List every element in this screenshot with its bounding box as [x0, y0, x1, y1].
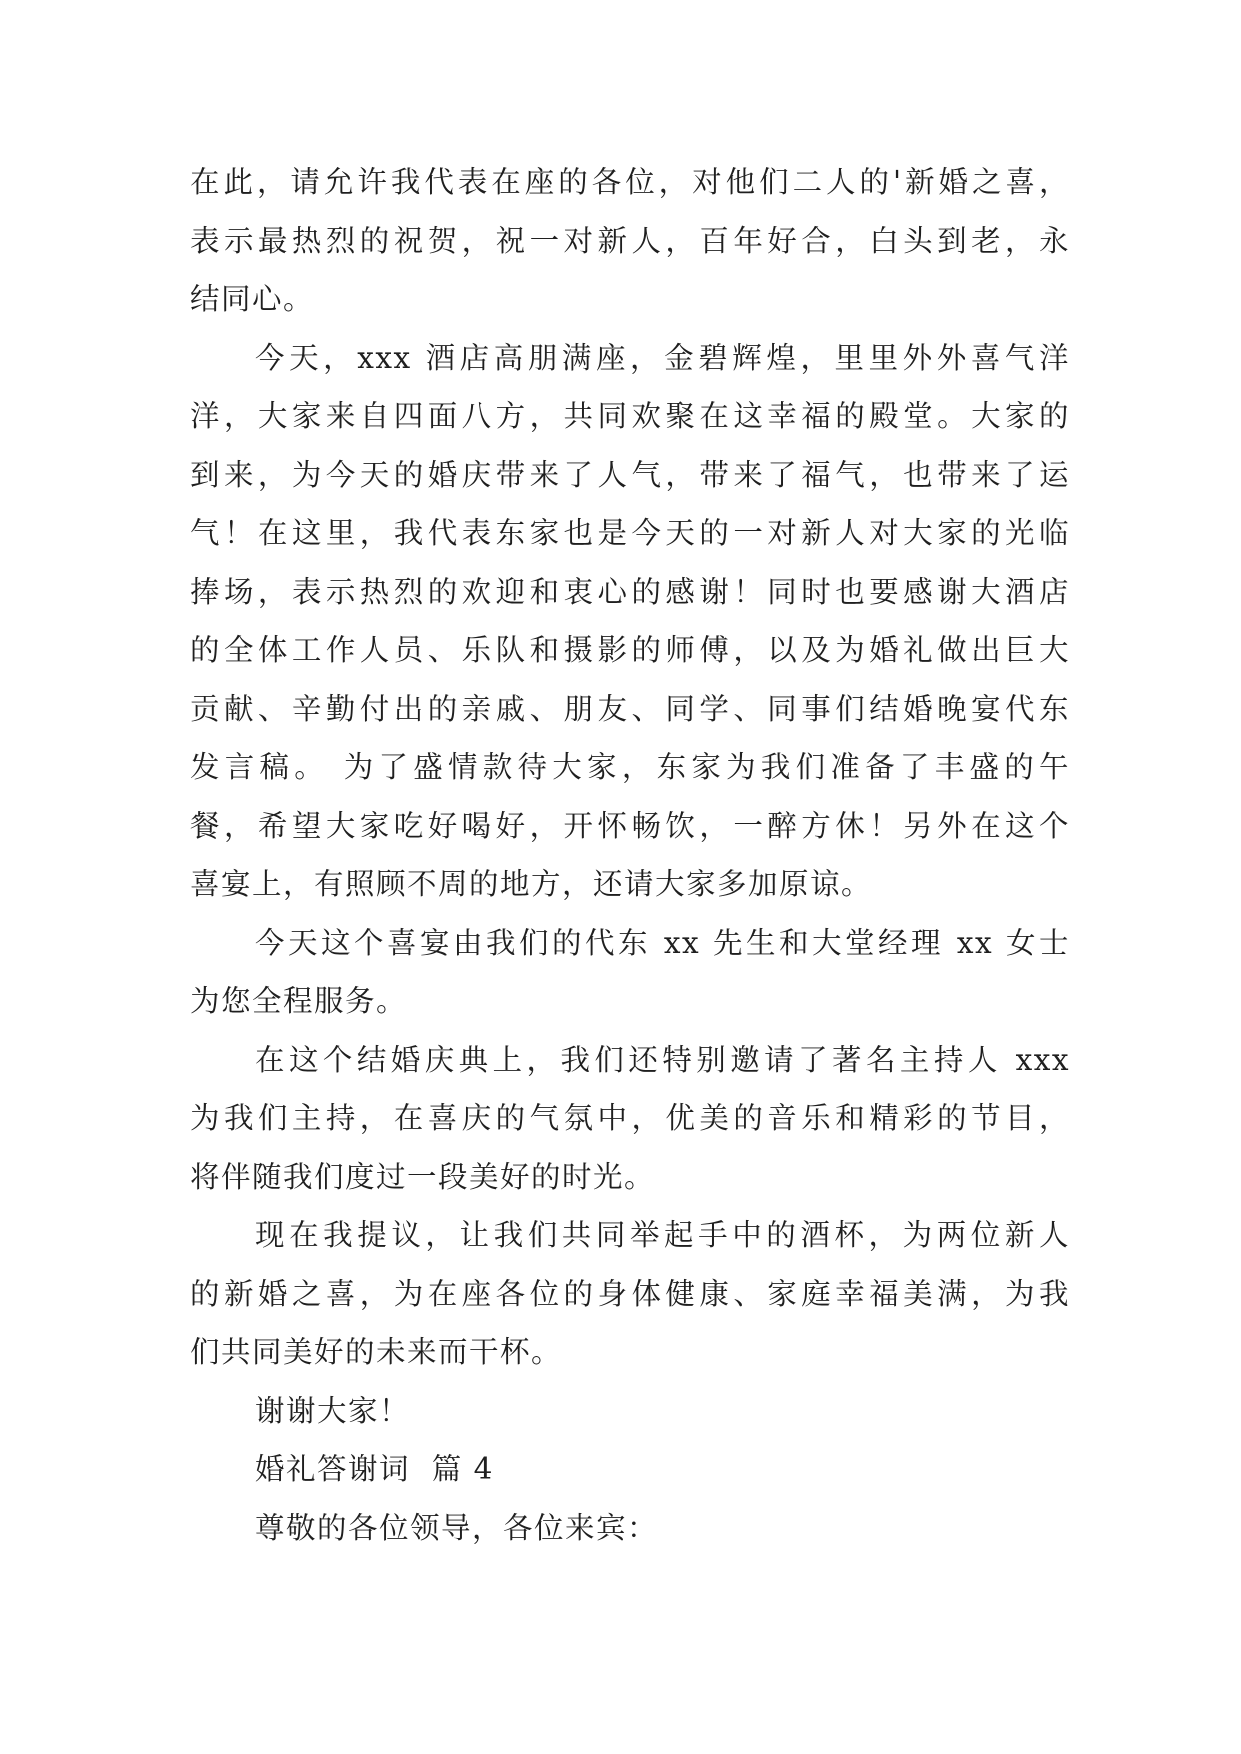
text-line: 现在我提议，让我们共同举起手中的酒杯，为两位新人 — [255, 1218, 1070, 1252]
paragraph — [190, 1440, 1070, 1499]
paragraph — [190, 1382, 1070, 1441]
text-line: 为您全程服务。 — [190, 984, 408, 1018]
text-line: 洋，大家来自四面八方，共同欢聚在这幸福的殿堂。大家的 — [190, 399, 1070, 433]
text-line: 的新婚之喜，为在座各位的身体健康、家庭幸福美满，为我 — [190, 1276, 1070, 1311]
text-line: 气！在这里，我代表东家也是今天的一对新人对大家的光临 — [190, 516, 1070, 550]
text-line: 婚礼答谢词 篇 4 — [255, 1452, 494, 1486]
text-line: 在此，请允许我代表在座的各位，对他们二人的'新婚之喜， — [190, 165, 1070, 199]
text-line: 将伴随我们度过一段美好的时光。 — [190, 1159, 656, 1194]
paragraph — [190, 1031, 1070, 1207]
text-line: 贡献、辛勤付出的亲戚、朋友、同学、同事们结婚晚宴代东 — [190, 691, 1070, 726]
paragraph — [190, 329, 1070, 914]
text-line: 发言稿。 为了盛情款待大家，东家为我们准备了丰盛的午 — [190, 750, 1070, 784]
text-line: 谢谢大家！ — [255, 1393, 411, 1428]
text-line: 的全体工作人员、乐队和摄影的师傅，以及为婚礼做出巨大 — [190, 633, 1070, 667]
paragraph — [190, 1499, 1070, 1558]
text-line: 今天这个喜宴由我们的代东 xx 先生和大堂经理 xx 女士 — [255, 925, 1070, 960]
text-line: 到来，为今天的婚庆带来了人气，带来了福气，也带来了运 — [190, 457, 1070, 492]
text-line: 今天，xxx 酒店高朋满座，金碧辉煌，里里外外喜气洋 — [255, 340, 1070, 375]
paragraph — [190, 914, 1070, 1031]
paragraph — [190, 153, 1070, 329]
text-line: 们共同美好的未来而干杯。 — [190, 1335, 563, 1369]
text-line: 结同心。 — [190, 282, 315, 316]
text-line: 餐，希望大家吃好喝好，开怀畅饮，一醉方休！另外在这个 — [190, 808, 1070, 843]
text-line: 在这个结婚庆典上，我们还特别邀请了著名主持人 xxx — [255, 1042, 1070, 1077]
text-line: 为我们主持，在喜庆的气氛中，优美的音乐和精彩的节目， — [190, 1101, 1070, 1135]
text-line: 喜宴上，有照顾不周的地方，还请大家多加原谅。 — [190, 867, 873, 901]
text-line: 表示最热烈的祝贺，祝一对新人，百年好合，白头到老，永 — [190, 223, 1070, 258]
document-body — [190, 153, 1070, 1557]
text-line: 尊敬的各位领导，各位来宾： — [255, 1510, 659, 1545]
text-line: 捧场，表示热烈的欢迎和衷心的感谢！同时也要感谢大酒店 — [190, 574, 1070, 609]
paragraph — [190, 1206, 1070, 1382]
